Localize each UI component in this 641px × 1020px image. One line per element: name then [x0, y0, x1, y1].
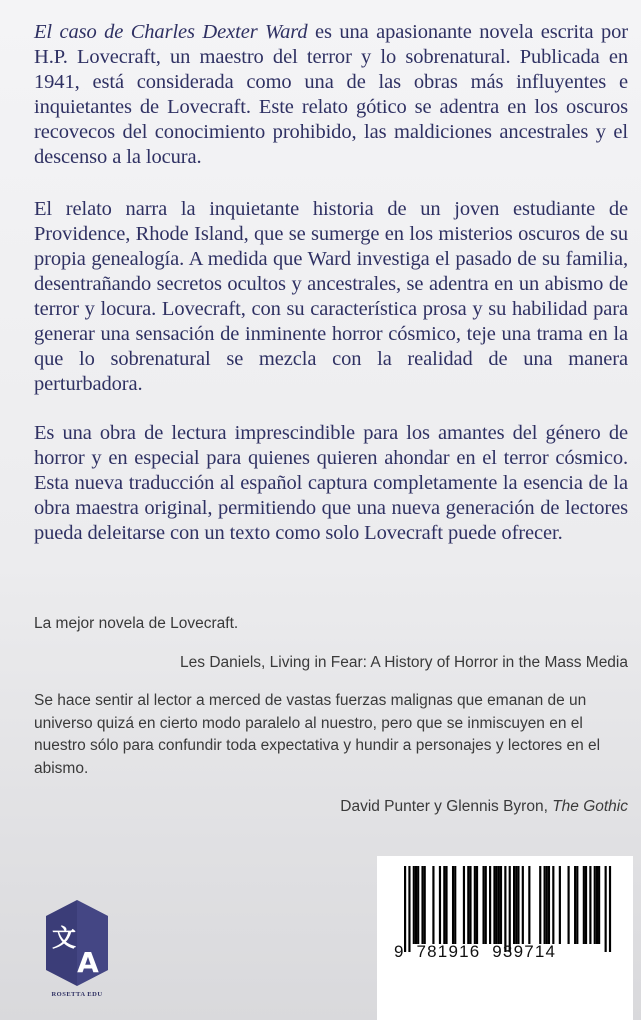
barcode-bar	[517, 866, 519, 944]
isbn-number: 9 781916 939714	[394, 942, 557, 961]
barcode-bar	[443, 866, 445, 944]
barcode-bar	[596, 866, 598, 944]
review-quote-2: Se hace sentir al lector a merced de vastas fuerzas malignas que emanan de un universo quizá en cierto modo paralelo al nuestro, pero que se inmiscuyen en el nuestro sólo para confundir toda expectativa y hundir a personajes y lectores en el abismo.	[34, 692, 601, 777]
barcode-bar	[498, 866, 500, 944]
barcode-bar	[445, 866, 447, 944]
barcode-bar	[424, 866, 426, 944]
barcode-bar	[605, 866, 607, 952]
barcode-bar	[546, 866, 548, 944]
attribution-authors: David Punter y Glennis Byron,	[340, 798, 553, 815]
barcode-bar	[408, 866, 410, 952]
barcode-bar	[417, 866, 419, 944]
barcode-bar	[413, 866, 415, 944]
review-attribution-2	[340, 796, 628, 819]
barcode-bar	[421, 866, 423, 944]
barcode-bar	[544, 866, 546, 944]
barcode-bar	[576, 866, 578, 944]
barcode-bar	[522, 866, 524, 944]
barcode-bar	[559, 866, 561, 944]
publisher-name: ROSETTA EDU	[51, 991, 103, 998]
barcode-bar	[467, 866, 469, 944]
barcode-bar	[585, 866, 587, 944]
logo-glyph-wen: 文	[52, 924, 76, 952]
description-paragraph-3: Es una obra de lectura imprescindible para los amantes del género de horror y en especial para quienes quieren ahondar en el terror cósmico. Esta nueva traducción al español captura completamente la esencia de la obra maestra original, permitiendo que una nueva generación de lectores pueda deleitarse con un texto como solo Lovecraft puede ofrecer.	[34, 422, 628, 544]
description-paragraph-1-text: es una apasionante novela escrita por H.P. Lovecraft, un maestro del terror y lo sobrenatural. Publicada en 1941, está considerada como una de las obras más influyentes e inquietantes de Lovecraft. Este relato gótico se adentra en los oscuros recovecos del conocimiento prohibido, las maldiciones ancestrales y el descenso a la locura.	[34, 21, 628, 168]
description-paragraph-1	[34, 20, 628, 170]
barcode-bar	[548, 866, 550, 944]
logo-glyph-a: A	[77, 946, 99, 979]
barcode-bar	[609, 866, 611, 952]
barcode-bar	[432, 866, 434, 944]
barcode-bar	[469, 866, 471, 944]
barcode-bar	[583, 866, 585, 944]
barcode-bar	[552, 866, 554, 944]
barcode-bar	[515, 866, 517, 944]
barcode-bar	[452, 866, 454, 944]
barcode-bar	[589, 866, 591, 944]
barcode-bar	[598, 866, 600, 944]
description-paragraph-2: El relato narra la inquietante historia de un joven estudiante de Providence, Rhode Island, que se sumerge en los misterios oscuros de su propia genealogía. A medida que Ward investiga el pasado de su familia, desentrañando secretos ocultos y ancestrales, se adentra en un abismo de terror y locura. Lovecraft, con su característica prosa y su habilidad para generar una sensación de inminente horror cósmico, teje una trama en la que lo sobrenatural se mezcla con la realidad de una manera perturbadora.	[34, 198, 628, 395]
barcode-bar	[509, 866, 511, 952]
barcode-bar	[568, 866, 570, 944]
barcode-bar	[476, 866, 478, 944]
barcode-bar	[493, 866, 495, 944]
barcode-bar	[574, 866, 576, 944]
barcode-bars	[377, 856, 633, 1020]
barcode-bar	[513, 866, 515, 944]
barcode-bar	[528, 866, 530, 944]
barcode-bar	[594, 866, 596, 944]
barcode-bar	[463, 866, 465, 944]
barcode-bar	[489, 866, 491, 944]
barcode-bar	[485, 866, 487, 944]
review-quote-1: La mejor novela de Lovecraft.	[34, 615, 239, 632]
barcode-bar	[415, 866, 417, 944]
barcode-bar	[539, 866, 541, 944]
barcode-bar	[454, 866, 456, 944]
book-title: El caso de Charles Dexter Ward	[34, 21, 308, 43]
barcode-bar	[500, 866, 502, 944]
barcode-bar	[404, 866, 406, 952]
publisher-logo	[44, 898, 110, 988]
barcode-bar	[496, 866, 498, 944]
barcode-bar	[474, 866, 476, 944]
isbn-barcode	[377, 856, 633, 1020]
barcode-bar	[482, 866, 484, 944]
barcode-bar	[504, 866, 506, 952]
translate-icon	[44, 898, 110, 988]
review-attribution-1: Les Daniels, Living in Fear: A History of Horror in the Mass Media	[180, 654, 628, 671]
barcode-bar	[439, 866, 441, 944]
attribution-work: The Gothic	[552, 798, 628, 815]
